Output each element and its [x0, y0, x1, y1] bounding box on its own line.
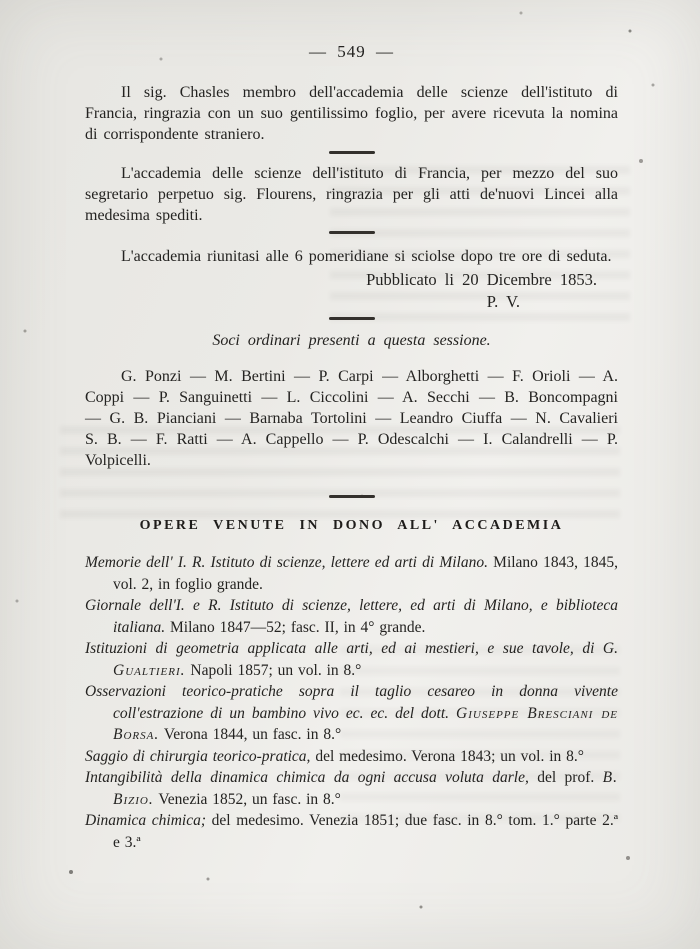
book-entry	[85, 595, 618, 638]
section-divider	[329, 495, 375, 498]
book-title: Istituzioni di geometria applicata alle arti, ed ai mestieri, e sue tavole, di G.	[85, 640, 618, 657]
book-author: Gualtieri.	[113, 661, 186, 679]
book-author-prefix: del prof.	[528, 769, 603, 786]
book-title: Giornale dell'I. e R. Istituto di scienze, lettere, ed arti di Milano, e biblioteca italiana.	[85, 597, 618, 636]
book-imprint: del medesimo. Verona 1843; un vol. in 8.°	[310, 747, 584, 765]
section-divider	[329, 151, 375, 154]
book-entry	[85, 810, 618, 853]
secretary-initials: P. V.	[486, 292, 520, 311]
publication-date-line: Pubblicato li 20 Dicembre 1853.	[366, 270, 597, 289]
book-title: Saggio di chirurgia teorico-pratica,	[85, 747, 311, 765]
works-received-heading: OPERE VENUTE IN DONO ALL' ACCADEMIA	[139, 518, 564, 533]
book-imprint: del medesimo. Venezia 1851; due fasc. in 8.° tom. 1.° parte 2.ª e 3.ª	[113, 812, 618, 851]
book-author: Giuseppe Bresciani de Borsa.	[113, 704, 619, 743]
paragraph-adjournment: L'accademia riunitasi alle 6 pomeridiane si sciolse dopo tre ore di seduta.	[121, 248, 612, 265]
book-entry	[85, 681, 618, 746]
attendees-list: G. Ponzi — M. Bertini — P. Carpi — Alborghetti — F. Orioli — A. Coppi — P. Sanguinetti — L. Ciccolini — A. Secchi — B. Boncompagni — G. B. Pianciani — Barnaba Tortolini — Leandro Ciuffa — N. Cavalieri S. B. — F. Ratti — A. Cappello — P. Odescalchi — I. Calandrelli — P. Volpicelli.	[85, 368, 618, 469]
book-imprint: Napoli 1857; un vol. in 8.°	[185, 661, 362, 679]
book-title: Dinamica chimica;	[85, 812, 206, 829]
book-imprint: Milano 1843, 1845, vol. 2, in foglio grande.	[113, 554, 618, 593]
book-imprint: Venezia 1852, un fasc. in 8.°	[153, 790, 341, 808]
book-title: Osservazioni teorico-pratiche sopra il taglio cesareo in donna vivente coll'estrazione di un bambino vivo ec. ec. del dott.	[85, 683, 618, 722]
book-title: Intangibilità della dinamica chimica da ogni accusa voluta darle,	[85, 769, 529, 786]
book-imprint: Milano 1847—52; fasc. II, in 4° grande.	[165, 618, 426, 636]
paragraph-flourens: L'accademia delle scienze dell'istituto di Francia, per mezzo del suo segretario perpetuo sig. Flourens, ringrazia per gli atti de'nuovi Lincei alla medesima spediti.	[85, 165, 618, 224]
book-entry	[85, 552, 618, 595]
works-received-list	[85, 552, 618, 853]
book-title: Memorie dell' I. R. Istituto di scienze, lettere ed arti di Milano.	[85, 554, 488, 571]
section-divider	[329, 317, 375, 320]
book-author: B. Bizio.	[113, 769, 618, 808]
book-imprint: Verona 1844, un fasc. in 8.°	[159, 726, 342, 743]
page-number: — 549 —	[309, 42, 394, 61]
section-divider	[329, 231, 375, 234]
book-entry	[85, 767, 618, 810]
book-entry	[85, 746, 618, 768]
book-entry	[85, 638, 618, 681]
session-heading: Soci ordinari presenti a questa sessione.	[212, 332, 491, 349]
paragraph-chasles: Il sig. Chasles membro dell'accademia delle scienze dell'istituto di Francia, ringrazia con un suo gentilissimo foglio, per avere ricevuta la nomina di corrispondente straniero.	[85, 84, 618, 143]
